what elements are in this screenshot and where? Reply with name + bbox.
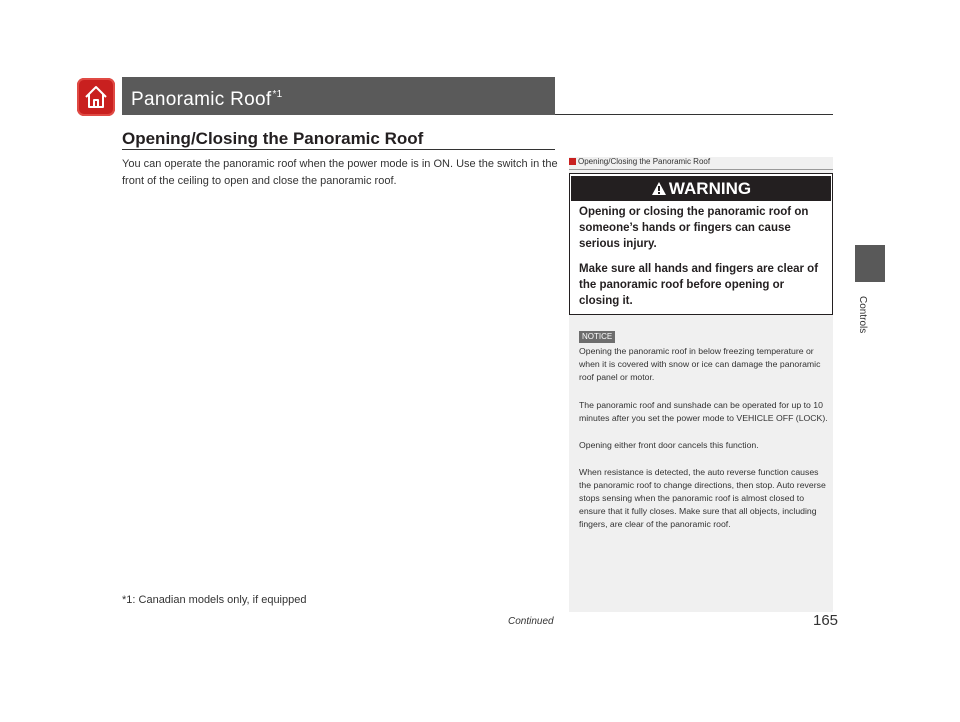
section-body: You can operate the panoramic roof when the power mode is in ON. Use the switch in the front of the ceiling to open and close the panoramic roof. [122,158,558,187]
warning-header [571,176,831,201]
side-tab-marker[interactable] [855,245,885,282]
warning-text-2: Make sure all hands and fingers are clear of the panoramic roof before opening or closing it. [579,263,819,307]
page-title: Panoramic Roof$^{*1}$ [131,89,283,110]
side-tab-label: Controls [857,296,868,334]
warning-text-1: Opening or closing the panoramic roof on someone’s hands or fingers can cause serious injury. [579,206,809,250]
warning-icon [651,181,667,196]
home-icon [83,84,109,110]
sidebar-rule [569,169,833,170]
sidebar-paragraph-2: When resistance is detected, the auto reverse function causes the panoramic roof to change directions, then stop. Auto reverse stops sensing when the panoramic roof is almost closed to ensure that it fully closes. Make sure that all objects, including fingers, are clear of the panoramic roof. [579,467,826,529]
section-heading-rule [122,149,555,150]
sidebar-paragraph-1: The panoramic roof and sunshade can be operated for up to 10 minutes after you set the power mode to VEHICLE OFF (LOCK). [579,400,828,423]
title-bar [122,77,555,115]
notice-badge: NOTICE [579,331,615,343]
title-footnote-mark: *1 [272,89,283,100]
warning-box [569,173,833,315]
notice-text: Opening the panoramic roof in below freezing temperature or when it is covered with snow or ice can damage the panoramic roof panel or motor. [579,346,821,382]
sidebar-paragraph-1b: Opening either front door cancels this function. [579,440,759,450]
page-number: 165 [813,612,839,629]
section-heading: Opening/Closing the Panoramic Roof [122,129,424,148]
reference-icon [569,158,576,165]
continued-label: Continued [508,616,554,627]
footnote: *1: Canadian models only, if equipped [122,594,307,606]
home-button[interactable] [77,78,115,116]
header-rule [555,114,833,115]
sidebar-header: Opening/Closing the Panoramic Roof [569,157,833,169]
warning-label: WARNING [668,179,752,198]
